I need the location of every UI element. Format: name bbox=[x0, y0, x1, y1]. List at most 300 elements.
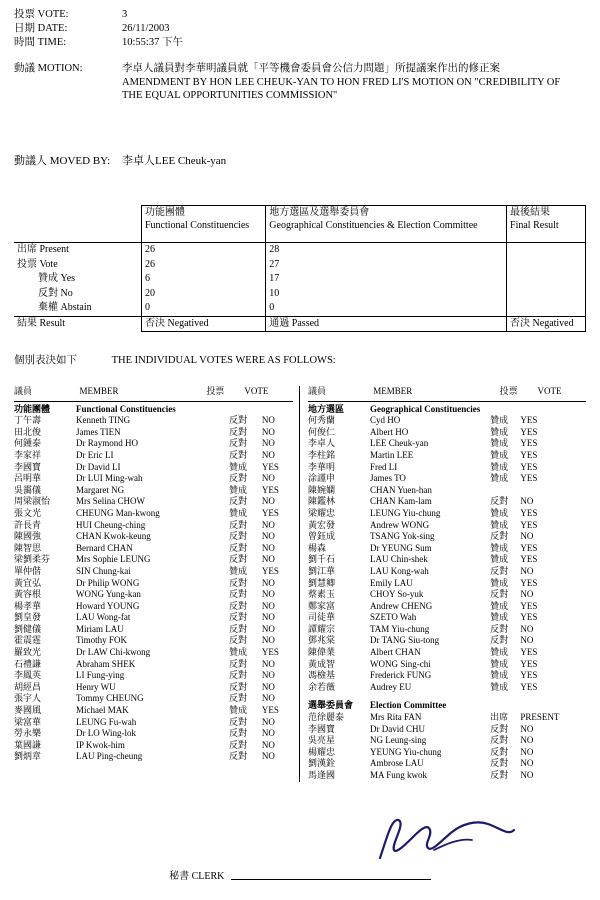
member-name-en: Timothy FOK bbox=[76, 635, 127, 646]
member-name-en: Albert HO bbox=[370, 426, 409, 437]
member-vote-en: NO bbox=[261, 473, 275, 484]
date-row bbox=[14, 22, 574, 35]
no-final bbox=[507, 287, 586, 302]
results-header-final-zh: 最後結果 bbox=[510, 207, 551, 218]
member-name-zh: 吳亮星 bbox=[308, 735, 336, 746]
member-name-en: TSANG Yok-sing bbox=[370, 531, 435, 542]
member-vote-zh: 反對 bbox=[229, 670, 248, 681]
member-name-en: Dr LAW Chi-kwong bbox=[76, 647, 151, 658]
member-name-zh: 楊耀忠 bbox=[308, 746, 336, 757]
member-vote-en: YES bbox=[261, 507, 279, 518]
member-vote-en: NO bbox=[261, 577, 275, 588]
individual-votes-title-zh: 個別表決如下 bbox=[14, 355, 77, 366]
table-row bbox=[308, 589, 586, 601]
member-vote-en: NO bbox=[261, 658, 275, 669]
individual-votes-title-en: THE INDIVIDUAL VOTES WERE AS FOLLOWS: bbox=[111, 355, 336, 366]
member-name-zh: 楊孝華 bbox=[14, 600, 42, 611]
member-name-zh: 陳偉業 bbox=[308, 647, 336, 658]
member-name-zh: 陳國強 bbox=[14, 531, 42, 542]
table-row bbox=[308, 415, 586, 427]
results-header-final bbox=[507, 206, 586, 243]
group-header-geographical bbox=[308, 404, 586, 416]
member-name-zh: 余若薇 bbox=[308, 681, 336, 692]
member-name-zh: 劉江華 bbox=[308, 565, 336, 576]
member-vote-zh: 反對 bbox=[229, 542, 248, 553]
table-row-result bbox=[14, 316, 586, 332]
member-name-zh: 劉慧卿 bbox=[308, 577, 336, 588]
table-row bbox=[14, 462, 293, 474]
table-row bbox=[308, 635, 586, 647]
document-header bbox=[14, 8, 574, 50]
member-name-zh: 劉炳章 bbox=[14, 751, 42, 762]
individual-votes-title bbox=[14, 352, 336, 367]
member-vote-zh: 反對 bbox=[229, 623, 248, 634]
member-vote-zh: 贊成 bbox=[490, 612, 509, 623]
member-vote-zh: 反對 bbox=[490, 758, 509, 769]
abstain-functional: 0 bbox=[142, 301, 266, 316]
member-name-en: Dr LUI Ming-wah bbox=[76, 473, 143, 484]
moved-by-value: 李卓人LEE Cheuk-yan bbox=[122, 155, 227, 167]
member-vote-zh: 反對 bbox=[229, 577, 248, 588]
member-vote-en: NO bbox=[261, 728, 275, 739]
member-name-zh: 李卓人 bbox=[308, 438, 336, 449]
member-vote-zh: 贊成 bbox=[490, 449, 509, 460]
member-name-zh: 劉千石 bbox=[308, 554, 336, 565]
table-row bbox=[308, 612, 586, 624]
vote-geographical: 27 bbox=[266, 258, 507, 273]
member-name-zh: 劉漢銓 bbox=[308, 758, 336, 769]
member-name-en: Margaret NG bbox=[76, 484, 125, 495]
member-vote-zh: 反對 bbox=[490, 635, 509, 646]
yes-functional: 6 bbox=[142, 272, 266, 287]
member-vote-zh: 反對 bbox=[229, 589, 248, 600]
geographical-constituencies-column bbox=[300, 386, 586, 782]
motion-label: 動議 MOTION: bbox=[14, 63, 83, 74]
member-vote-en: NO bbox=[261, 670, 275, 681]
table-row bbox=[14, 682, 293, 694]
member-name-zh: 勞永樂 bbox=[14, 728, 42, 739]
table-row bbox=[308, 601, 586, 613]
row-label-vote: 投票 Vote bbox=[14, 258, 142, 273]
member-vote-en: NO bbox=[261, 449, 275, 460]
member-name-en: Emily LAU bbox=[370, 577, 413, 588]
no-functional: 20 bbox=[142, 287, 266, 302]
member-vote-zh: 贊成 bbox=[490, 577, 509, 588]
member-name-zh: 劉健儀 bbox=[14, 623, 42, 634]
member-vote-en: YES bbox=[520, 438, 538, 449]
member-vote-en: NO bbox=[520, 770, 534, 780]
member-vote-en: NO bbox=[261, 426, 275, 437]
table-row bbox=[308, 747, 586, 759]
table-row bbox=[14, 740, 293, 752]
header-member-zh: 議員 bbox=[308, 386, 327, 396]
table-row bbox=[14, 578, 293, 590]
member-vote-zh: 贊成 bbox=[490, 600, 509, 611]
member-vote-zh: 贊成 bbox=[490, 426, 509, 437]
member-vote-en: YES bbox=[261, 705, 279, 716]
member-vote-zh: 贊成 bbox=[229, 705, 248, 716]
member-vote-en: YES bbox=[261, 484, 279, 495]
results-header-functional bbox=[142, 206, 266, 243]
member-vote-en: YES bbox=[520, 415, 538, 426]
member-vote-en: YES bbox=[520, 577, 538, 588]
table-row bbox=[308, 624, 586, 636]
member-vote-zh: 反對 bbox=[229, 658, 248, 669]
member-vote-zh: 贊成 bbox=[229, 507, 248, 518]
table-row-vote bbox=[14, 258, 586, 273]
member-name-en: Audrey EU bbox=[370, 681, 412, 692]
member-name-zh: 何秀蘭 bbox=[308, 415, 336, 426]
member-name-zh: 黃宜弘 bbox=[14, 577, 42, 588]
member-name-en: LAU Chin-shek bbox=[370, 554, 428, 565]
member-name-zh: 張宇人 bbox=[14, 693, 42, 704]
no-geographical: 10 bbox=[266, 287, 507, 302]
motion-text bbox=[122, 62, 579, 103]
time-value: 10:55:37 下午 bbox=[122, 37, 183, 48]
date-label: 日期 DATE: bbox=[14, 23, 68, 34]
table-row bbox=[14, 554, 293, 566]
member-name-zh: 許長青 bbox=[14, 519, 42, 530]
member-name-zh: 田北俊 bbox=[14, 426, 42, 437]
member-vote-en: YES bbox=[520, 554, 538, 565]
table-row bbox=[308, 543, 586, 555]
moved-by-block bbox=[14, 152, 574, 168]
member-vote-zh: 贊成 bbox=[490, 438, 509, 449]
results-header-functional-zh: 功能團體 bbox=[145, 207, 185, 218]
table-row bbox=[308, 485, 586, 497]
table-row bbox=[14, 751, 293, 763]
table-row bbox=[14, 670, 293, 682]
member-vote-zh: 反對 bbox=[229, 438, 248, 449]
group-header-geographical-en: Geographical Constituencies bbox=[370, 403, 481, 414]
functional-votes-body bbox=[14, 404, 293, 763]
member-vote-zh: 反對 bbox=[490, 496, 509, 507]
vote-functional: 26 bbox=[142, 258, 266, 273]
member-vote-en: NO bbox=[261, 531, 275, 542]
member-name-en: Mrs Selina CHOW bbox=[76, 496, 145, 507]
member-vote-en: NO bbox=[261, 600, 275, 611]
member-vote-zh: 反對 bbox=[490, 723, 509, 734]
member-name-en: YEUNG Yiu-chung bbox=[370, 746, 442, 757]
member-name-en: Henry WU bbox=[76, 681, 116, 692]
row-label-no: 反對 No bbox=[14, 287, 142, 302]
result-functional: 否決 Negatived bbox=[142, 316, 266, 332]
member-vote-en: NO bbox=[520, 496, 534, 507]
member-name-zh: 吳靄儀 bbox=[14, 484, 42, 495]
clerk-signature-line bbox=[231, 878, 431, 880]
member-name-en: Dr LO Wing-lok bbox=[76, 728, 136, 739]
member-vote-zh: 反對 bbox=[490, 746, 509, 757]
table-row bbox=[308, 758, 586, 770]
member-name-zh: 馮檢基 bbox=[308, 670, 336, 681]
member-name-en: Dr Raymond HO bbox=[76, 438, 138, 449]
table-row bbox=[308, 496, 586, 508]
member-name-en: Cyd HO bbox=[370, 415, 401, 426]
member-vote-zh: 贊成 bbox=[490, 647, 509, 658]
member-vote-en: YES bbox=[520, 507, 538, 518]
member-vote-en: NO bbox=[261, 693, 275, 704]
member-vote-en: YES bbox=[261, 565, 279, 576]
row-label-abstain: 棄權 Abstain bbox=[14, 301, 142, 316]
group-header-functional-zh: 功能團體 bbox=[14, 403, 51, 414]
member-vote-zh: 贊成 bbox=[490, 658, 509, 669]
member-vote-zh: 反對 bbox=[229, 612, 248, 623]
yes-geographical: 17 bbox=[266, 272, 507, 287]
member-vote-zh: 反對 bbox=[490, 735, 509, 746]
row-label-present: 出席 Present bbox=[14, 243, 142, 258]
member-name-en: NG Leung-sing bbox=[370, 735, 427, 746]
functional-constituencies-column bbox=[14, 386, 300, 782]
table-row-yes bbox=[14, 272, 586, 287]
member-vote-en: NO bbox=[261, 496, 275, 507]
member-vote-en: YES bbox=[520, 426, 538, 437]
header-member-en: MEMBER bbox=[373, 386, 413, 396]
member-name-en: WONG Sing-chi bbox=[370, 658, 431, 669]
member-vote-zh: 贊成 bbox=[229, 647, 248, 658]
table-row bbox=[308, 578, 586, 590]
member-name-zh: 黃宏發 bbox=[308, 519, 336, 530]
table-row bbox=[14, 728, 293, 740]
table-row bbox=[308, 735, 586, 747]
table-row bbox=[308, 724, 586, 736]
member-name-en: Dr Philip WONG bbox=[76, 577, 140, 588]
results-header-geographical-en: Geographical Constituencies & Election Committee bbox=[269, 219, 478, 231]
member-name-en: HUI Cheung-ching bbox=[76, 519, 146, 530]
table-row-abstain bbox=[14, 301, 586, 316]
member-vote-zh: 贊成 bbox=[490, 519, 509, 530]
table-row bbox=[308, 647, 586, 659]
results-header-blank bbox=[14, 206, 142, 243]
member-name-zh: 涂謹申 bbox=[308, 473, 336, 484]
table-row bbox=[308, 566, 586, 578]
results-header-final-en: Final Result bbox=[510, 219, 559, 231]
member-vote-zh: 贊成 bbox=[490, 670, 509, 681]
functional-votes-table bbox=[14, 386, 293, 398]
member-vote-zh: 反對 bbox=[229, 693, 248, 704]
present-functional: 26 bbox=[142, 243, 266, 258]
member-name-zh: 黃容根 bbox=[14, 589, 42, 600]
signature-mark bbox=[372, 810, 522, 870]
group-header-election-committee-en: Election Committee bbox=[370, 700, 447, 711]
member-name-zh: 梁耀忠 bbox=[308, 507, 336, 518]
member-name-zh: 陳婉嫻 bbox=[308, 484, 336, 495]
member-vote-en: YES bbox=[261, 647, 279, 658]
member-name-en: CHEUNG Man-kwong bbox=[76, 507, 160, 518]
results-header-geographical bbox=[266, 206, 507, 243]
abstain-geographical: 0 bbox=[266, 301, 507, 316]
table-row bbox=[14, 589, 293, 601]
member-vote-zh: 反對 bbox=[229, 473, 248, 484]
member-vote-zh: 贊成 bbox=[229, 565, 248, 576]
member-name-zh: 蔡素玉 bbox=[308, 589, 336, 600]
member-vote-en: NO bbox=[520, 635, 534, 646]
group-header-election-committee bbox=[308, 700, 586, 712]
geographical-votes-table bbox=[308, 386, 586, 398]
table-row bbox=[308, 554, 586, 566]
vote-final bbox=[507, 258, 586, 273]
member-vote-en: YES bbox=[520, 542, 538, 553]
member-vote-zh: 反對 bbox=[229, 426, 248, 437]
table-row-present bbox=[14, 243, 586, 258]
header-member-zh: 議員 bbox=[14, 386, 33, 396]
group-header-election-committee-zh: 選舉委員會 bbox=[308, 700, 354, 711]
header-vote-en: VOTE bbox=[244, 386, 269, 396]
functional-column-headers bbox=[14, 386, 293, 398]
member-vote-en: NO bbox=[520, 623, 534, 634]
member-name-en: Miriam LAU bbox=[76, 623, 124, 634]
member-vote-en: NO bbox=[520, 531, 534, 542]
member-vote-en: YES bbox=[520, 681, 538, 692]
member-vote-zh: 反對 bbox=[229, 716, 248, 727]
member-name-zh: 張文光 bbox=[14, 507, 42, 518]
table-row bbox=[14, 496, 293, 508]
table-row-no bbox=[14, 287, 586, 302]
member-name-zh: 譚耀宗 bbox=[308, 623, 336, 634]
member-vote-zh: 反對 bbox=[229, 600, 248, 611]
member-vote-zh: 贊成 bbox=[490, 554, 509, 565]
member-vote-zh bbox=[490, 485, 520, 497]
member-name-en: James TO bbox=[370, 473, 406, 484]
group-header-functional-en: Functional Constituencies bbox=[76, 403, 176, 414]
member-name-zh: 鄭家富 bbox=[308, 600, 336, 611]
member-vote-en bbox=[520, 485, 586, 497]
member-name-zh: 司徒華 bbox=[308, 612, 336, 623]
table-row bbox=[14, 520, 293, 532]
member-vote-en: YES bbox=[520, 461, 538, 472]
member-name-en: Dr David CHU bbox=[370, 723, 425, 734]
member-vote-zh: 贊成 bbox=[490, 415, 509, 426]
member-vote-en: NO bbox=[261, 739, 275, 750]
member-vote-zh: 贊成 bbox=[229, 484, 248, 495]
results-header-row bbox=[14, 206, 586, 243]
member-vote-en: YES bbox=[520, 473, 538, 484]
member-name-zh: 霍震霆 bbox=[14, 635, 42, 646]
date-value: 26/11/2003 bbox=[122, 23, 170, 34]
member-vote-zh: 反對 bbox=[490, 589, 509, 600]
member-name-en: LEUNG Fu-wah bbox=[76, 716, 137, 727]
member-vote-en: NO bbox=[261, 589, 275, 600]
member-name-en: Mrs Rita FAN bbox=[370, 712, 422, 723]
table-row bbox=[14, 438, 293, 450]
header-vote-en: VOTE bbox=[537, 386, 562, 396]
table-row bbox=[308, 520, 586, 532]
table-row bbox=[14, 485, 293, 497]
member-vote-en: NO bbox=[261, 635, 275, 646]
member-name-en: MA Fung kwok bbox=[370, 770, 428, 780]
member-name-zh: 石禮謙 bbox=[14, 658, 42, 669]
member-name-zh: 楊森 bbox=[308, 542, 327, 553]
member-name-en: Andrew WONG bbox=[370, 519, 430, 530]
group-header-functional bbox=[14, 404, 293, 416]
member-vote-zh: 反對 bbox=[229, 635, 248, 646]
member-name-zh: 梁富華 bbox=[14, 716, 42, 727]
member-vote-zh: 反對 bbox=[490, 770, 509, 780]
member-name-en: Dr Eric LI bbox=[76, 449, 114, 460]
member-name-en: LI Fung-ying bbox=[76, 670, 125, 681]
member-vote-zh: 反對 bbox=[490, 565, 509, 576]
clerk-footer bbox=[0, 867, 600, 882]
member-vote-zh: 贊成 bbox=[490, 473, 509, 484]
member-name-en: IP Kwok-him bbox=[76, 739, 125, 750]
member-vote-zh: 贊成 bbox=[490, 461, 509, 472]
member-vote-en: NO bbox=[520, 758, 534, 769]
member-name-zh: 李家祥 bbox=[14, 449, 42, 460]
member-name-en: LAU Wong-fat bbox=[76, 612, 131, 623]
member-vote-zh: 反對 bbox=[229, 739, 248, 750]
member-name-zh: 呂明華 bbox=[14, 473, 42, 484]
member-name-en: Mrs Sophie LEUNG bbox=[76, 554, 151, 565]
member-vote-zh: 反對 bbox=[229, 449, 248, 460]
present-final bbox=[507, 243, 586, 258]
vote-number-value: 3 bbox=[122, 9, 128, 20]
member-vote-en: NO bbox=[520, 735, 534, 746]
table-row bbox=[308, 450, 586, 462]
time-label: 時間 TIME: bbox=[14, 37, 67, 48]
member-vote-zh: 反對 bbox=[229, 496, 248, 507]
member-name-en: WONG Yung-kan bbox=[76, 589, 141, 600]
table-row bbox=[14, 473, 293, 485]
member-name-en: CHAN Kam-lam bbox=[370, 496, 432, 507]
member-vote-zh: 反對 bbox=[229, 519, 248, 530]
table-row bbox=[308, 531, 586, 543]
member-vote-en: NO bbox=[261, 542, 275, 553]
table-row bbox=[14, 601, 293, 613]
vote-number-row bbox=[14, 8, 574, 21]
member-name-en: Kenneth TING bbox=[76, 415, 131, 426]
row-label-yes: 贊成 Yes bbox=[14, 272, 142, 287]
member-vote-en: NO bbox=[261, 415, 275, 426]
member-vote-en: PRESENT bbox=[520, 712, 560, 723]
present-geographical: 28 bbox=[266, 243, 507, 258]
member-name-en: LEUNG Yiu-chung bbox=[370, 507, 441, 518]
member-name-zh: 劉皇發 bbox=[14, 612, 42, 623]
member-name-zh: 李華明 bbox=[308, 461, 336, 472]
member-name-en: Dr David LI bbox=[76, 461, 121, 472]
member-vote-en: YES bbox=[520, 647, 538, 658]
result-final: 否決 Negatived bbox=[507, 316, 586, 332]
geographical-votes-body bbox=[308, 404, 586, 782]
table-row bbox=[14, 624, 293, 636]
member-vote-zh: 反對 bbox=[490, 623, 509, 634]
member-name-en: TAM Yiu-chung bbox=[370, 623, 430, 634]
member-vote-zh: 反對 bbox=[229, 415, 248, 426]
table-row bbox=[14, 543, 293, 555]
table-row bbox=[308, 659, 586, 671]
member-vote-en: YES bbox=[520, 658, 538, 669]
member-name-zh: 李國寶 bbox=[14, 461, 42, 472]
member-name-zh: 梁劉柔芬 bbox=[14, 554, 51, 565]
clerk-label: 秘書 CLERK bbox=[169, 871, 225, 882]
member-vote-zh: 贊成 bbox=[490, 542, 509, 553]
member-vote-en: YES bbox=[261, 461, 279, 472]
member-name-zh: 胡經昌 bbox=[14, 681, 42, 692]
table-row bbox=[308, 770, 586, 782]
member-name-en: CHOY So-yuk bbox=[370, 589, 424, 600]
member-vote-en: NO bbox=[261, 623, 275, 634]
header-vote-zh: 投票 bbox=[499, 386, 518, 396]
member-vote-en: NO bbox=[520, 589, 534, 600]
member-name-zh: 葉國謙 bbox=[14, 739, 42, 750]
moved-by-label: 動議人 MOVED BY: bbox=[14, 155, 111, 167]
member-name-zh: 何俊仁 bbox=[308, 426, 336, 437]
member-name-zh: 黃成智 bbox=[308, 658, 336, 669]
member-vote-zh: 贊成 bbox=[490, 507, 509, 518]
member-name-zh: 馬逢國 bbox=[308, 770, 336, 780]
motion-text-english: AMENDMENT BY HON LEE CHEUK-YAN TO HON FRED LI'S MOTION ON "CREDIBILITY OF THE EQUAL OPPORTUNITIES COMMISSION" bbox=[122, 76, 561, 101]
member-name-zh: 丁午壽 bbox=[14, 415, 42, 426]
member-vote-en: NO bbox=[261, 751, 275, 762]
table-row bbox=[308, 670, 586, 682]
